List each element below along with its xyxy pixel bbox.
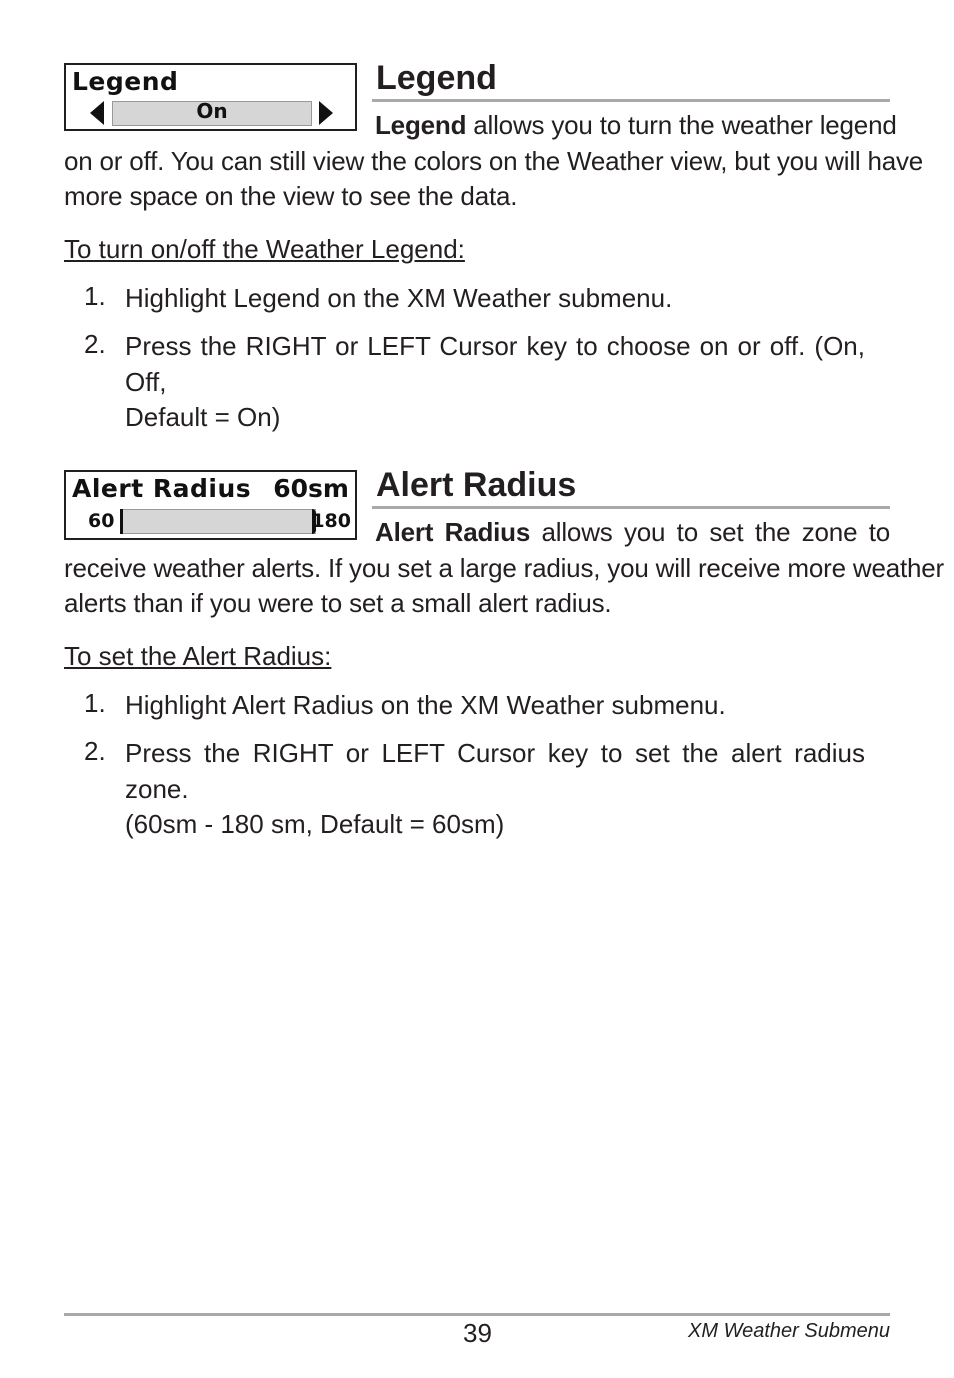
alert-radius-heading-rule [372, 506, 890, 509]
legend-heading: Legend [376, 59, 497, 97]
legend-step-2-text: Press the RIGHT or LEFT Cursor key to choose on or off. (On, Off, Default = On) [125, 331, 865, 432]
legend-intro-paragraph [64, 108, 924, 216]
legend-step-1-number: 1. [84, 281, 106, 311]
page-number: 39 [463, 1318, 492, 1348]
alert-radius-intro-line2: receive weather alerts. If you set a large radius, you will receive more weather [64, 552, 944, 583]
footer-section-title: XM Weather Submenu [688, 1320, 890, 1342]
legend-widget-value: On [196, 99, 228, 123]
alert-radius-step-1-text: Highlight Alert Radius on the XM Weather submenu. [125, 690, 726, 720]
alert-radius-step-2-text: Press the RIGHT or LEFT Cursor key to set the alert radius zone. (60sm - 180 sm, Default = 60sm) [125, 738, 865, 839]
alert-radius-max-label: 180 [311, 510, 351, 532]
legend-intro-line3: more space on the view to see the data. [64, 181, 518, 211]
legend-step-2-number: 2. [84, 329, 106, 359]
alert-radius-intro-line1: allows you to set the zone to [530, 517, 891, 547]
alert-radius-widget-value: 60sm [273, 474, 349, 503]
legend-procedure-title: To turn on/off the Weather Legend: [64, 234, 465, 264]
legend-intro-line2: on or off. You can still view the colors on the Weather view, but you will have [64, 145, 924, 176]
legend-intro-line1: allows you to turn the weather legend [466, 110, 897, 140]
legend-widget-label: Legend [72, 67, 179, 96]
legend-intro-bold: Legend [375, 110, 467, 140]
alert-radius-intro-line3: alerts than if you were to set a small alert radius. [64, 588, 612, 618]
alert-radius-intro-paragraph [64, 515, 944, 623]
legend-heading-rule [372, 99, 890, 102]
alert-radius-step-1-number: 1. [84, 688, 106, 718]
legend-step-1-text: Highlight Legend on the XM Weather submenu. [125, 283, 673, 313]
alert-radius-step-2-number: 2. [84, 736, 106, 766]
alert-radius-procedure-title: To set the Alert Radius: [64, 641, 332, 671]
alert-radius-heading: Alert Radius [376, 466, 577, 504]
alert-radius-intro-bold: Alert Radius [375, 517, 531, 547]
footer-rule [64, 1313, 890, 1316]
alert-radius-min-label: 60 [88, 510, 115, 532]
alert-radius-widget-label: Alert Radius [72, 474, 252, 503]
